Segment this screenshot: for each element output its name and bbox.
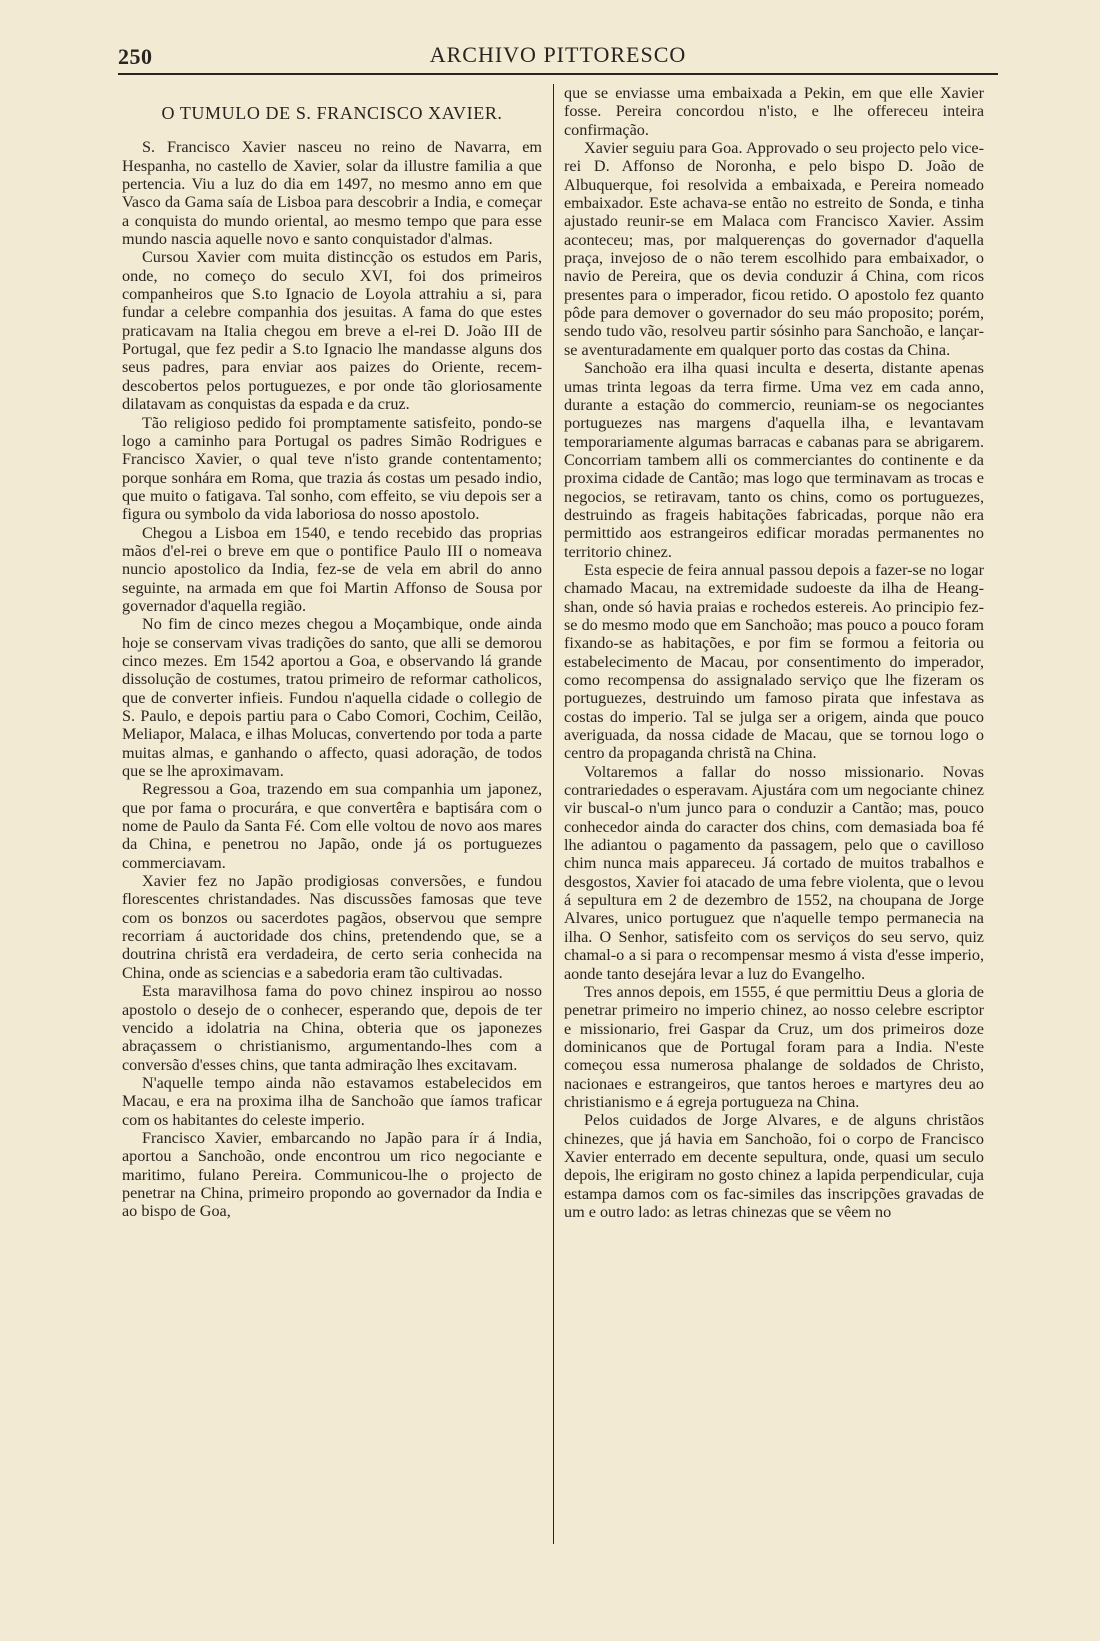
- column-divider: [553, 84, 554, 1544]
- paragraph-continued: que se enviasse uma embaixada a Pekin, em que elle Xavier fosse. Pereira concordou n'isto, e lhe offereceu inteira confirmação.: [564, 84, 984, 139]
- paragraph: S. Francisco Xavier nasceu no reino de Navarra, em Hespanha, no castello de Xavier, solar da illustre familia a que pertencia. Viu a luz do dia em 1497, no mesmo anno em que Vasco da Gama saía de Lisboa para descobrir a India, e começar a conquista do mundo oriental, ao mesmo tempo que para esse mundo nascia aquelle novo e santo conquistador d'almas.: [122, 138, 542, 249]
- running-title: ARCHIVO PITTORESCO: [429, 42, 687, 67]
- paragraph: Pelos cuidados de Jorge Alvares, e de alguns christãos chinezes, que já havia em Sanchoão, foi o corpo de Francisco Xavier enterrado em decente sepultura, onde, quasi um seculo depois, lhe erigiram no gosto chinez a lapida perpendicular, cuja estampa damos com os fac-similes das inscripções gravadas de um e outro lado: as letras chinezas que se vêem no: [564, 1111, 984, 1221]
- paragraph: Xavier seguiu para Goa. Approvado o seu projecto pelo vice-rei D. Affonso de Noronha, e pelo bispo D. João de Albuquerque, foi resolvida a embaixada, e Pereira nomeado embaixador. Este achava-se então no estreito de Sonda, e tinha ajustado reunir-se em Malaca com Francisco Xavier. Assim aconteceu; mas, por malquerenças do governador d'aquella praça, invejoso de o não terem escolhido para embaixador, o navio de Pereira, que os devia conduzir á China, com ricos presentes para o imperador, ficou retido. O apostolo fez quanto pôde para demover o governador do seu máo proposito; porém, sendo tudo vão, resolveu partir sósinho para Sanchoão, e lançar-se aventuradamente em qualquer porto das costas da China.: [564, 139, 984, 359]
- paragraph: Esta especie de feira annual passou depois a fazer-se no logar chamado Macau, na extremidade sudoeste da ilha de Heang-shan, onde só havia praias e rochedos estereis. Ao principio fez-se do mesmo modo que em Sanchoão; mas pouco a pouco foram fixando-se as habitações, e por fim se formou a feitoria ou estabelecimento de Macau, por consentimento do imperador, como recompensa do assignalado serviço que lhe fizeram os portuguezes, destruindo um famoso pirata que infestava as costas do imperio. Tal se julga ser a origem, ainda que pouco averiguada, da nossa cidade de Macau, que se tornou logo o centro da propaganda christã na China.: [564, 560, 984, 763]
- left-column: [122, 84, 542, 1221]
- paragraph: Francisco Xavier, embarcando no Japão para ír á India, aportou a Sanchoão, onde encontrou um rico negociante e maritimo, fulano Pereira. Communicou-lhe o projecto de penetrar na China, primeiro propondo ao governador da India e ao bispo de Goa,: [122, 1128, 542, 1221]
- page-number: 250: [118, 44, 153, 69]
- page-header: [118, 40, 998, 76]
- paragraph: Chegou a Lisboa em 1540, e tendo recebido das proprias mãos d'el-rei o breve em que o pontifice Paulo III o nomeava nuncio apostolico da India, fez-se de vela em abril do anno seguinte, na armada em que foi Martin Affonso de Sousa por governador d'aquella região.: [122, 523, 542, 615]
- paragraph: Sanchoão era ilha quasi inculta e deserta, distante apenas umas trinta legoas da terra firme. Uma vez em cada anno, durante a estação do commercio, reuniam-se os negociantes portuguezes nas margens d'aquella ilha, e levantavam temporariamente algumas barracas e cabanas para se abrigarem. Concorriam tambem alli os commerciantes do continente e da proxima cidade de Cantão; mas logo que terminavam as trocas e negocios, se retiravam, tanto os chins, como os portuguezes, destruindo as frageis habitações fabricadas, porque não era permittido aos estrangeiros edificar moradas permanentes no territorio chinez.: [564, 359, 984, 561]
- paragraph: Voltaremos a fallar do nosso missionario. Novas contrariedades o esperavam. Ajustára com um negociante chinez vir buscal-o n'um junco para o conduzir a Cantão; mas, pouco conhecedor ainda do caracter dos chins, com demasiada boa fé lhe adiantou o pagamento da passagem, pelo que o cavilloso chim nunca mais appareceu. Já cortado de muitos trabalhos e desgostos, Xavier foi atacado de uma febre violenta, que o levou á sepultura em 2 de dezembro de 1552, na choupana de Jorge Alvares, unico portuguez que n'aquelle tempo permanecia na ilha. O Senhor, satisfeito com os serviços do seu servo, quiz chamal-o a si para o recompensar mesmo á vista d'esse imperio, aonde tanto desejára levar a luz do Evangelho.: [564, 762, 984, 983]
- paragraph: Tres annos depois, em 1555, é que permittiu Deus a gloria de penetrar primeiro no imperio chinez, ao nosso celebre escriptor e missionario, frei Gaspar da Cruz, um dos primeiros doze dominicanos que de Portugal foram para a India. N'este começou essa numerosa phalange de soldados de Christo, nacionaes e estrangeiros, que tantos heroes e martyres deu ao christianismo e á egreja portugueza na China.: [564, 982, 984, 1111]
- paragraph: N'aquelle tempo ainda não estavamos estabelecidos em Macau, e era na proxima ilha de Sanchoão que íamos traficar com os habitantes do celeste imperio.: [122, 1073, 542, 1129]
- paragraph: Regressou a Goa, trazendo em sua companhia um japonez, que por fama o procurára, e que convertêra e baptisára com o nome de Paulo da Santa Fé. Com elle voltou de novo aos mares da China, e penetrou no Japão, onde já os portuguezes commerciavam.: [122, 780, 542, 872]
- header-rule: [118, 73, 998, 75]
- paragraph: No fim de cinco mezes chegou a Moçambique, onde ainda hoje se conservam vivas tradições do santo, que alli se demorou cinco mezes. Em 1542 aportou a Goa, e observando lá grande dissolução de costumes, tratou primeiro de reformar catholicos, que de converter infieis. Fundou n'aquella cidade o collegio de S. Paulo, e depois partiu para o Cabo Comori, Cochim, Ceilão, Meliapor, Malaca, e ilhas Molucas, convertendo por toda a parte muitas almas, e ganhando o affecto, quasi adoração, de todos que se lhe aproximavam.: [122, 615, 542, 781]
- paragraph: Tão religioso pedido foi promptamente satisfeito, pondo-se logo a caminho para Portugal os padres Simão Rodrigues e Francisco Xavier, o qual teve n'isto grande contentamento; porque sonhára em Roma, que trazia ás costas um pesado indio, que muito o fatigava. Tal sonho, com effeito, se viu depois ser a figura ou symbolo da vida laboriosa do nosso apostolo.: [122, 413, 542, 524]
- right-column: [564, 84, 984, 1221]
- paragraph: Esta maravilhosa fama do povo chinez inspirou ao nosso apostolo o desejo de o conhecer, esperando que, depois de ter vencido a idolatria na China, obteria que os japonezes abraçassem o christianismo, argumentando-lhes com a conversão d'esses chins, que tanta admiração lhes excitavam.: [122, 982, 542, 1074]
- article-title: O TUMULO DE S. FRANCISCO XAVIER.: [161, 103, 503, 123]
- paragraph: Xavier fez no Japão prodigiosas conversões, e fundou florescentes christandades. Nas discussões famosas que teve com os bonzos ou sacerdotes pagãos, observou que sempre recorriam á auctoridade dos chins, pretendendo que, se a doutrina christã era verdadeira, de certo seria conhecida na China, onde as sciencias e a sabedoria eram tão cultivadas.: [122, 872, 542, 982]
- paragraph: Cursou Xavier com muita distincção os estudos em Paris, onde, no começo do seculo XVI, foi dos primeiros companheiros que S.to Ignacio de Loyola attrahiu a si, para fundar a celebre companhia dos jesuitas. A fama do que estes praticavam na Italia chegou em breve a el-rei D. João III de Portugal, que fez pedir a S.to Ignacio lhe mandasse alguns dos seus padres, para enviar aos paizes do Oriente, recem-descobertos pelos portuguezes, e por onde tão gloriosamente dilatavam as conquistas da espada e da cruz.: [122, 248, 542, 414]
